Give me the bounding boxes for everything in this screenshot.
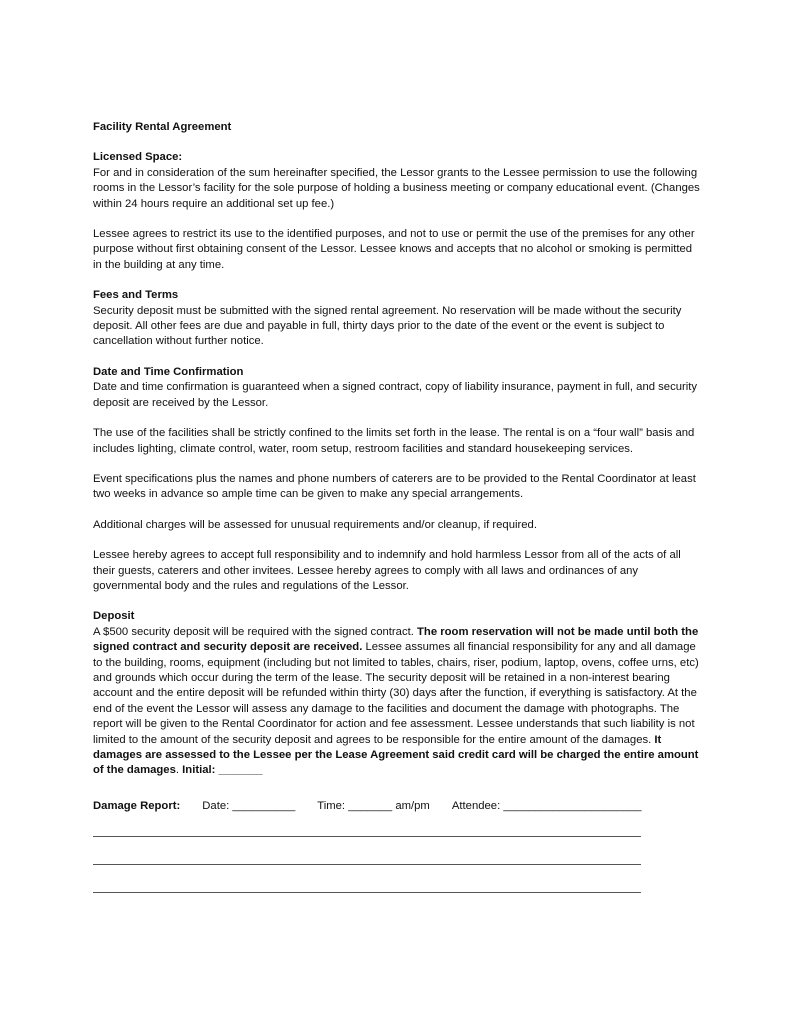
confirmation-paragraph-2: The use of the facilities shall be strictly confined to the limits set forth in the lease. The rental is on a “four wall” basis and includes lighting, climate control, water, room setup, restroom facilities and standard housekeeping services. bbox=[93, 427, 695, 455]
confirmation-paragraph-1: Date and time confirmation is guaranteed when a signed contract, copy of liability insurance, payment in full, and security deposit are received by the Lessor. bbox=[93, 381, 698, 409]
licensed-space-heading: Licensed Space: bbox=[93, 151, 183, 164]
confirmation-paragraph-5: Lessee hereby agrees to accept full responsibility and to indemnify and hold harmless Lessor from all of the acts of all their guests, caterers and other invitees. Lessee hereby agrees to comply with all laws and ordinances of any governmental body and the rules and regulations of the Lessor. bbox=[93, 549, 681, 592]
damage-notes-line-1 bbox=[93, 836, 641, 837]
confirmation-paragraph-3: Event specifications plus the names and phone numbers of caterers are to be provided to the Rental Coordinator at least two weeks in advance so ample time can be given to make any special arrangements. bbox=[93, 472, 696, 501]
licensed-space-paragraph-1: For and in consideration of the sum hereinafter specified, the Lessor grants to the Lessee permission to use the following rooms in the Lessor’s facility for the sole purpose of holding a business meeting or company educational event. (Changes within 24 hours require an additional set up fee.) bbox=[93, 166, 700, 210]
deposit-bold-2: It damages are assessed to the Lessee per the Lease Agreement said credit card will be charged the entire amount of the damages bbox=[93, 733, 699, 777]
damage-notes-line-3 bbox=[93, 892, 641, 893]
deposit-text-3: . bbox=[175, 764, 183, 777]
damage-time-field: Time: _______ am/pm bbox=[317, 799, 430, 812]
deposit-initial-field: Initial: _______ bbox=[182, 764, 263, 777]
document-title: Facility Rental Agreement bbox=[93, 121, 232, 133]
deposit-paragraph bbox=[93, 625, 703, 779]
fees-paragraph: Security deposit must be submitted with the signed rental agreement. No reservation will be made without the security deposit. All other fees are due and payable in full, thirty days prior to the date of the event or the event is subject to cancellation without further notice. bbox=[93, 304, 682, 348]
deposit-text-2: Lessee assumes all financial responsibility for any and all damage to the building, rooms, equipment (including but not limited to tables, chairs, riser, podium, laptop, ovens, coffee urns, etc) and grounds which occur during the term of the lease. The security deposit will be retained in a non-interest bearing account and the entire deposit will be refunded within thirty (30) days after the function, if everything is satisfactory. At the end of the event the Lessor will assess any damage to the facilities and document the damage with photographs. The report will be given to the Rental Coordinator for action and fee assessment. Lessee understands that such liability is not limited to the amount of the security deposit and agrees to be responsible for the entire amount of the damages. bbox=[93, 641, 699, 746]
damage-attendee-field: Attendee: ______________________ bbox=[451, 799, 642, 812]
deposit-heading: Deposit bbox=[93, 610, 135, 623]
deposit-text-1: A $500 security deposit will be required with the signed contract. bbox=[93, 625, 418, 638]
deposit-bold-1: The room reservation will not be made until both the signed contract and security deposit are received. bbox=[93, 625, 699, 654]
agreement-body bbox=[93, 120, 703, 893]
damage-report-row bbox=[93, 799, 703, 814]
damage-date-field: Date: __________ bbox=[202, 799, 296, 812]
damage-report-label: Damage Report: bbox=[93, 799, 181, 812]
confirmation-heading: Date and Time Confirmation bbox=[93, 365, 244, 378]
licensed-space-paragraph-2: Lessee agrees to restrict its use to the identified purposes, and not to use or permit the use of the premises for any other purpose without first obtaining consent of the Lessor. Lessee knows and accepts that no alcohol or smoking is permitted in the building at any time. bbox=[93, 228, 695, 271]
fees-heading: Fees and Terms bbox=[93, 289, 179, 302]
damage-notes-line-2 bbox=[93, 864, 641, 865]
confirmation-paragraph-4: Additional charges will be assessed for unusual requirements and/or cleanup, if required. bbox=[93, 518, 537, 531]
